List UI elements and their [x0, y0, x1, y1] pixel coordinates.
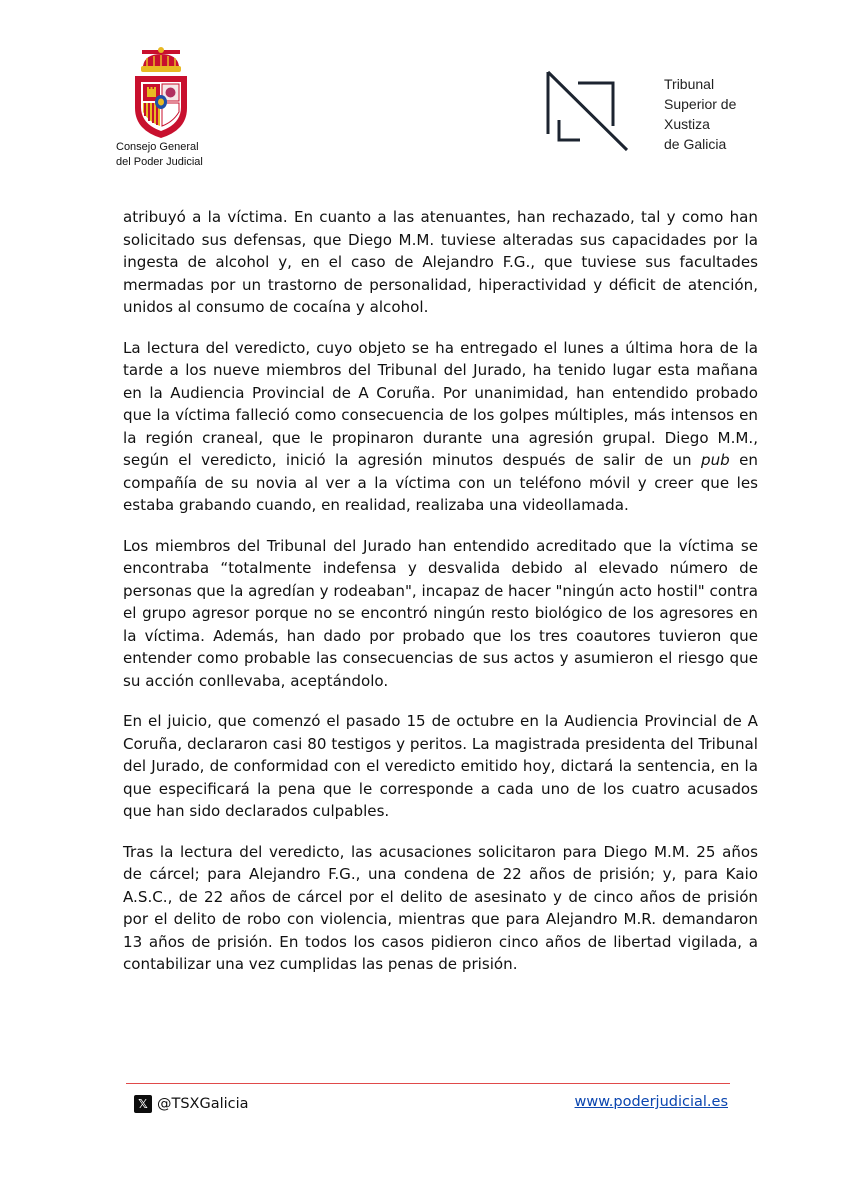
paragraph-5 — [123, 841, 758, 976]
cgpj-logo — [116, 46, 226, 176]
tsxg-name-line-4: de Galicia — [664, 136, 727, 152]
paragraph-4 — [123, 710, 758, 823]
paragraph-1 — [123, 206, 758, 319]
cgpj-crest-icon — [125, 46, 197, 140]
twitter-handle[interactable]: @TSXGalicia — [157, 1096, 249, 1112]
paragraph-2-italic-pub: pub — [701, 451, 730, 469]
tsxg-name — [664, 74, 736, 154]
paragraph-4-text: En el juicio, que comenzó el pasado 15 de octubre en la Audiencia Provincial de A Coruña, declararon casi 80 testigos y peritos. La magistrada presidenta del Tribunal del Jurado, de conformidad con el veredicto emitido hoy, dictará la sentencia, en la que especificará la pena que le corresponde a cada uno de los cuatro acusados que han sido declarados culpables. — [123, 712, 758, 820]
cgpj-name — [116, 140, 203, 170]
paragraph-1-text: atribuyó a la víctima. En cuanto a las atenuantes, han rechazado, tal y como han solicitado sus defensas, que Diego M.M. tuviese alteradas sus capacidades por la ingesta de alcohol y, en el caso de Alejandro F.G., que tuviese sus facultades mermadas por un trastorno de personalidad, hiperactividad y déficit de atención, unidos al consumo de cocaína y alcohol. — [123, 208, 758, 316]
cgpj-name-line-2: del Poder Judicial — [116, 156, 203, 168]
paragraph-2-text-a: La lectura del veredicto, cuyo objeto se ha entregado el lunes a última hora de la tarde a los nueve miembros del Tribunal del Jurado, ha tenido lugar esta mañana en la Audiencia Provincial de A Coruña. Por unanimidad, han entendido probado que la víctima falleció como consecuencia de los golpes múltiples, más intensos en la región craneal, que le propinaron durante una agresión grupal. Diego M.M., según el veredicto, inició la agresión minutos después de salir de un — [123, 338, 758, 469]
x-logo-icon: 𝕏 — [134, 1095, 152, 1113]
tsxg-name-line-3: Xustiza — [664, 116, 710, 132]
paragraph-2-text-b: en compañía de su novia al ver a la víctima con un teléfono móvil y creer que les estaba grabando cuando, en realidad, realizaba una videollamada. — [123, 451, 758, 514]
paragraph-2 — [123, 337, 758, 517]
tsxg-name-line-1: Tribunal — [664, 76, 715, 92]
footer-divider — [126, 1083, 730, 1084]
paragraph-3-text: Los miembros del Tribunal del Jurado han entendido acreditado que la víctima se encontraba “totalmente indefensa y desvalida debido al elevado número de personas que la agredían y rodeaban", incapaz de hacer "ningún acto hostil" contra el grupo agresor porque no se encontró ningún resto biológico de los agresores en la víctima. Además, han dado por probado que los tres coautores tuvieron que entender como probable las consecuencias de sus actos y asumieron el riesgo que su acción conllevaba, aceptándolo. — [123, 536, 758, 690]
paragraph-3 — [123, 535, 758, 693]
website-link[interactable]: www.poderjudicial.es — [574, 1094, 728, 1110]
tsxg-name-line-2: Superior de — [664, 96, 737, 112]
tsxg-mark-icon — [545, 70, 629, 152]
paragraph-5-text: Tras la lectura del veredicto, las acusaciones solicitaron para Diego M.M. 25 años de cárcel; para Alejandro F.G., una condena de 22 años de prisión; y, para Kaio A.S.C., de 22 años de cárcel por el delito de asesinato y de cinco años de prisión por el delito de robo con violencia, mientras que para Alejandro M.R. demandaron 13 años de prisión. En todos los casos pidieron cinco años de libertad vigilada, a contabilizar una vez cumplidas las penas de prisión. — [123, 842, 758, 973]
social-handle[interactable] — [134, 1094, 249, 1114]
press-release-body — [123, 206, 758, 994]
tsxg-logo — [545, 70, 745, 152]
cgpj-name-line-1: Consejo General — [116, 141, 199, 153]
